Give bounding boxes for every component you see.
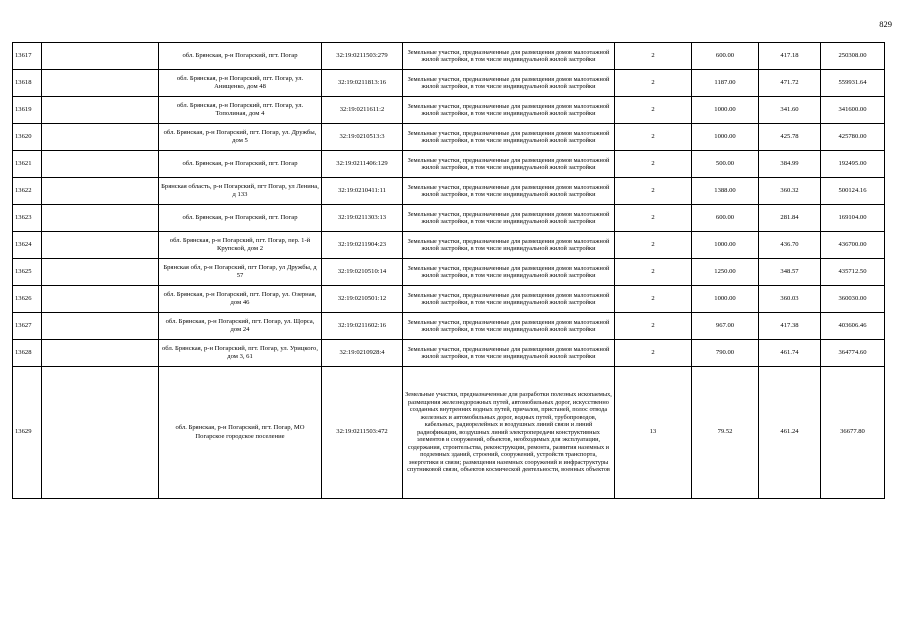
specific-value-cell: 341.60 (759, 97, 821, 124)
row-number: 13621 (13, 151, 42, 178)
cadastral-cost-cell: 436700.00 (821, 232, 885, 259)
row-number: 13623 (13, 205, 42, 232)
cadastral-cost-cell: 500124.16 (821, 178, 885, 205)
area-cell: 790.00 (692, 340, 759, 367)
land-use-cell: Земельные участки, предназначенные для размещения домов малоэтажной жилой застройки, в том числе индивидуальной жилой застройки (403, 340, 615, 367)
table-row (13, 340, 885, 367)
land-use-cell: Земельные участки, предназначенные для размещения домов малоэтажной жилой застройки, в том числе индивидуальной жилой застройки (403, 178, 615, 205)
land-use-cell: Земельные участки, предназначенные для размещения домов малоэтажной жилой застройки, в том числе индивидуальной жилой застройки (403, 70, 615, 97)
land-use-cell: Земельные участки, предназначенные для размещения домов малоэтажной жилой застройки, в том числе индивидуальной жилой застройки (403, 286, 615, 313)
category-cell: 2 (615, 205, 692, 232)
category-cell: 2 (615, 259, 692, 286)
area-cell: 1388.00 (692, 178, 759, 205)
table-row (13, 43, 885, 70)
land-use-cell: Земельные участки, предназначенные для размещения домов малоэтажной жилой застройки, в том числе индивидуальной жилой застройки (403, 97, 615, 124)
cadastral-cost-cell: 403606.46 (821, 313, 885, 340)
specific-value-cell: 360.32 (759, 178, 821, 205)
address-cell: обл. Брянская, р-н Погарский, пгт. Погар, ул. Щорса, дом 24 (159, 313, 322, 340)
cadastral-number-cell: 32:19:0210501:12 (322, 286, 403, 313)
cadastral-number-cell: 32:19:0211303:13 (322, 205, 403, 232)
table-row (13, 97, 885, 124)
empty-cell (42, 124, 159, 151)
cadastral-number-cell: 32:19:0210513:3 (322, 124, 403, 151)
category-cell: 2 (615, 178, 692, 205)
table-row (13, 124, 885, 151)
cadastral-number-cell: 32:19:0211611:2 (322, 97, 403, 124)
address-cell: Брянская область, р-н Погарский, пгт Погар, ул Ленина, д 133 (159, 178, 322, 205)
land-use-cell: Земельные участки, предназначенные для разработки полезных ископаемых, размещения железнодорожных путей, автомобильных дорог, искусственно созданных внутренних водных путей, причалов, пристаней, полос отвода железных и автомобильных дорог, водных путей, трубопроводов, кабельных, радиорелейных и воздушных линий связи и линий радиофикации, воздушных линий электропередачи конструктивных элементов и сооружений, объектов, необходимых для эксплуатации, содержания, строительства, реконструкции, ремонта, развития наземных и подземных зданий, строений, сооружений, устройств транспорта, энергетики и связи; размещения наземных сооружений и инфраструктуры спутниковой связи, объектов космической деятельности, военных объектов (403, 367, 615, 499)
empty-cell (42, 340, 159, 367)
category-cell: 2 (615, 313, 692, 340)
table-row (13, 151, 885, 178)
address-cell: Брянская обл, р-н Погарский, пгт Погар, ул Дружбы, д 57 (159, 259, 322, 286)
cadastral-number-cell: 32:19:0211503:279 (322, 43, 403, 70)
row-number: 13619 (13, 97, 42, 124)
specific-value-cell: 281.84 (759, 205, 821, 232)
empty-cell (42, 367, 159, 499)
row-number: 13622 (13, 178, 42, 205)
address-cell: обл. Брянская, р-н Погарский, пгт. Погар, ул. Урицкого, дом 3, 61 (159, 340, 322, 367)
table-row (13, 367, 885, 499)
area-cell: 500.00 (692, 151, 759, 178)
cadastral-number-cell: 32:19:0211503:472 (322, 367, 403, 499)
cadastral-cost-cell: 169104.00 (821, 205, 885, 232)
empty-cell (42, 97, 159, 124)
area-cell: 1000.00 (692, 232, 759, 259)
specific-value-cell: 360.03 (759, 286, 821, 313)
cadastral-cost-cell: 425780.00 (821, 124, 885, 151)
row-number: 13628 (13, 340, 42, 367)
cadastral-number-cell: 32:19:0211813:16 (322, 70, 403, 97)
category-cell: 2 (615, 124, 692, 151)
address-cell: обл. Брянская, р-н Погарский, пгт. Погар, ул. Анищенко, дом 48 (159, 70, 322, 97)
land-use-cell: Земельные участки, предназначенные для размещения домов малоэтажной жилой застройки, в том числе индивидуальной жилой застройки (403, 124, 615, 151)
address-cell: обл. Брянская, р-н Погарский, пгт. Погар, ул. Тополиная, дом 4 (159, 97, 322, 124)
row-number: 13626 (13, 286, 42, 313)
table-row (13, 178, 885, 205)
land-use-cell: Земельные участки, предназначенные для размещения домов малоэтажной жилой застройки, в том числе индивидуальной жилой застройки (403, 43, 615, 70)
row-number: 13617 (13, 43, 42, 70)
cadastral-number-cell: 32:19:0210928:4 (322, 340, 403, 367)
empty-cell (42, 151, 159, 178)
address-cell: обл. Брянская, р-н Погарский, пгт. Погар, ул. Озерная, дом 46 (159, 286, 322, 313)
cadastral-number-cell: 32:19:0211904:23 (322, 232, 403, 259)
cadastral-cost-cell: 341600.00 (821, 97, 885, 124)
category-cell: 2 (615, 340, 692, 367)
cadastral-number-cell: 32:19:0211602:16 (322, 313, 403, 340)
cadastral-value-table (12, 42, 885, 499)
specific-value-cell: 417.38 (759, 313, 821, 340)
page-number: 829 (879, 19, 892, 29)
specific-value-cell: 348.57 (759, 259, 821, 286)
category-cell: 2 (615, 97, 692, 124)
empty-cell (42, 43, 159, 70)
cadastral-number-cell: 32:19:0211406:129 (322, 151, 403, 178)
table-body (13, 43, 885, 499)
cadastral-cost-cell: 36677.80 (821, 367, 885, 499)
land-use-cell: Земельные участки, предназначенные для размещения домов малоэтажной жилой застройки, в том числе индивидуальной жилой застройки (403, 151, 615, 178)
specific-value-cell: 425.78 (759, 124, 821, 151)
table-row (13, 232, 885, 259)
cadastral-number-cell: 32:19:0210510:14 (322, 259, 403, 286)
empty-cell (42, 232, 159, 259)
empty-cell (42, 205, 159, 232)
area-cell: 1000.00 (692, 286, 759, 313)
area-cell: 600.00 (692, 43, 759, 70)
table-row (13, 205, 885, 232)
address-cell: обл. Брянская, р-н Погарский, пгт. Погар (159, 43, 322, 70)
specific-value-cell: 461.74 (759, 340, 821, 367)
address-cell: обл. Брянская, р-н Погарский, пгт. Погар (159, 205, 322, 232)
empty-cell (42, 178, 159, 205)
land-use-cell: Земельные участки, предназначенные для размещения домов малоэтажной жилой застройки, в том числе индивидуальной жилой застройки (403, 232, 615, 259)
specific-value-cell: 417.18 (759, 43, 821, 70)
cadastral-number-cell: 32:19:0210411:11 (322, 178, 403, 205)
category-cell: 2 (615, 151, 692, 178)
land-use-cell: Земельные участки, предназначенные для размещения домов малоэтажной жилой застройки, в том числе индивидуальной жилой застройки (403, 259, 615, 286)
area-cell: 79.52 (692, 367, 759, 499)
address-cell: обл. Брянская, р-н Погарский, пгт. Погар, ул. Дружбы, дом 5 (159, 124, 322, 151)
land-use-cell: Земельные участки, предназначенные для размещения домов малоэтажной жилой застройки, в том числе индивидуальной жилой застройки (403, 313, 615, 340)
row-number: 13627 (13, 313, 42, 340)
row-number: 13624 (13, 232, 42, 259)
empty-cell (42, 313, 159, 340)
specific-value-cell: 384.99 (759, 151, 821, 178)
address-cell: обл. Брянская, р-н Погарский, пгт. Погар (159, 151, 322, 178)
category-cell: 2 (615, 43, 692, 70)
category-cell: 2 (615, 70, 692, 97)
area-cell: 600.00 (692, 205, 759, 232)
cadastral-cost-cell: 192495.00 (821, 151, 885, 178)
land-use-cell: Земельные участки, предназначенные для размещения домов малоэтажной жилой застройки, в том числе индивидуальной жилой застройки (403, 205, 615, 232)
row-number: 13629 (13, 367, 42, 499)
table-row (13, 70, 885, 97)
cadastral-cost-cell: 559931.64 (821, 70, 885, 97)
empty-cell (42, 70, 159, 97)
cadastral-cost-cell: 435712.50 (821, 259, 885, 286)
category-cell: 13 (615, 367, 692, 499)
table-row (13, 259, 885, 286)
specific-value-cell: 436.70 (759, 232, 821, 259)
address-cell: обл. Брянская, р-н Погарский, пгт. Погар, МО Погарское городское поселение (159, 367, 322, 499)
row-number: 13625 (13, 259, 42, 286)
cadastral-cost-cell: 364774.60 (821, 340, 885, 367)
specific-value-cell: 471.72 (759, 70, 821, 97)
empty-cell (42, 286, 159, 313)
row-number: 13620 (13, 124, 42, 151)
specific-value-cell: 461.24 (759, 367, 821, 499)
table-row (13, 286, 885, 313)
area-cell: 1187.00 (692, 70, 759, 97)
cadastral-cost-cell: 250308.00 (821, 43, 885, 70)
row-number: 13618 (13, 70, 42, 97)
area-cell: 1000.00 (692, 124, 759, 151)
category-cell: 2 (615, 232, 692, 259)
empty-cell (42, 259, 159, 286)
area-cell: 967.00 (692, 313, 759, 340)
address-cell: обл. Брянская, р-н Погарский, пгт. Погар, пер. 1-й Крупской, дом 2 (159, 232, 322, 259)
category-cell: 2 (615, 286, 692, 313)
cadastral-cost-cell: 360030.00 (821, 286, 885, 313)
table-row (13, 313, 885, 340)
area-cell: 1000.00 (692, 97, 759, 124)
area-cell: 1250.00 (692, 259, 759, 286)
